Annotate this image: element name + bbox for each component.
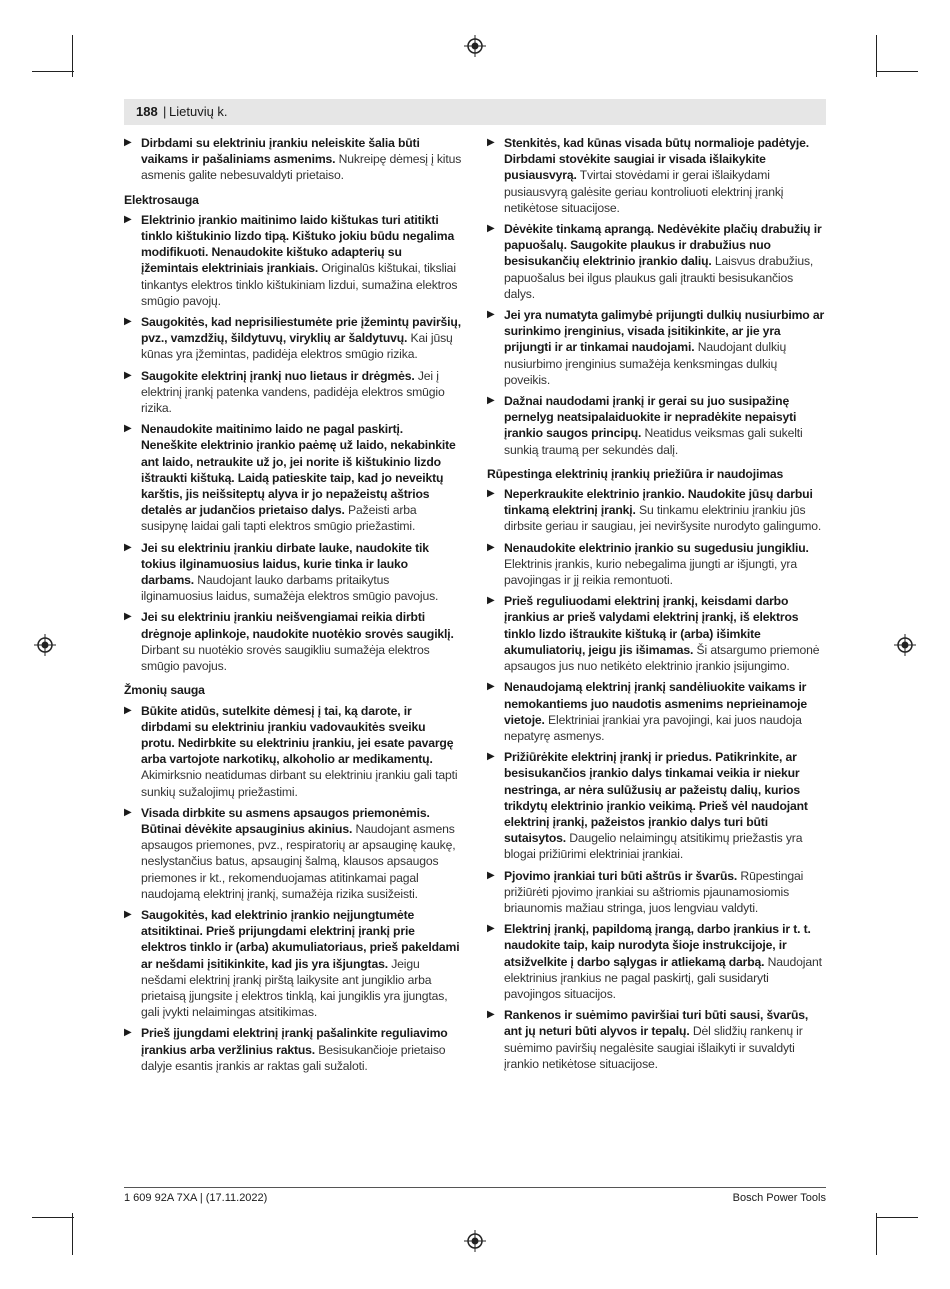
registration-mark-icon xyxy=(894,634,916,656)
instruction-bold: Neperkraukite elektrinio įrankio. Naudokite jūsų darbui tinkamą elektrinį įrankį. xyxy=(504,487,813,518)
instruction-explanation: Akimirksnio neatidumas dirbant su elektriniu įrankiu gali tapti sunkių sužalojimų priežastimi. xyxy=(141,768,458,799)
safety-item xyxy=(124,703,462,800)
instruction-explanation: Jei į elektrinį įrankį patenka vandens, padidėja elektros smūgio rizika. xyxy=(141,368,445,416)
safety-item xyxy=(487,679,826,744)
bullet-arrow-icon: ▶ xyxy=(487,488,495,500)
instruction-explanation: Jeigu nešdami elektrinį įrankį pirštą laikysite ant jungiklio arba prietaisą įjungsite į elektros tinklą, kai jungiklis yra įjungtas, gali įvykti nelaimingas atsitikimas. xyxy=(141,956,448,1020)
instruction-bold: Dėvėkite tinkamą aprangą. Nedėvėkite plačių drabužių ir papuošalų. Saugokite plaukus ir drabužius nuo besisukančių elektrinio įrankio dalių. xyxy=(504,222,822,269)
safety-item xyxy=(487,135,826,216)
left-column xyxy=(124,135,462,1079)
instruction-bold: Būkite atidūs, sutelkite dėmesį į tai, ką darote, ir dirbdami su elektriniu įrankiu vadovaukitės sveiku protu. Nedirbkite su elektriniu įrankiu, jei esate pavargę arba vartojote narkotikų, alkoholio ar medikamentų. xyxy=(141,703,454,767)
instruction-bold: Saugokitės, kad neprisiliestumėte prie įžemintų paviršių, pvz., vamzdžių, šildytuvų, viryklių ar šaldytuvų. xyxy=(141,315,461,346)
bullet-arrow-icon: ▶ xyxy=(487,541,495,553)
safety-item xyxy=(487,749,826,862)
safety-item xyxy=(124,1025,462,1074)
instruction-explanation: Elektrinis įrankis, kurio nebegalima įjungti ar išjungti, yra pavojingas ir jį reikia remontuoti. xyxy=(504,556,797,588)
instruction-explanation: Su tinkamu elektriniu įrankiu jūs dirbsite geriau ir saugiau, jei neviršysite nurodyto galingumo. xyxy=(504,503,822,534)
instruction-bold: Stenkitės, kad kūnas visada būtų normalioje padėtyje. Dirbdami stovėkite saugiai ir visada išlaikykite pusiausvyrą. xyxy=(504,136,809,183)
instruction-explanation: Rūpestingai prižiūrėti pjovimo įrankiai su aštriomis pjaunamosiomis briaunomis mažiau stringa, juos lengviau valdyti. xyxy=(504,868,804,915)
bullet-arrow-icon: ▶ xyxy=(124,137,132,148)
instruction-bold: Prižiūrėkite elektrinį įrankį ir priedus. Patikrinkite, ar besisukančios įrankio dalys tinkamai veikia ir niekur nestringa, ar nėra sulūžusių ar pažeistų dalių, kurios trikdytų elektrinio įrankio veikimą. Prieš vėl naudojant elektrinį įrankį, pažeistos įrankio dalys turi būti sutaisytos. xyxy=(504,750,808,846)
section-heading: Elektrosauga xyxy=(124,192,199,207)
brand-footer: Bosch Power Tools xyxy=(732,1192,826,1204)
document-code: 1 609 92A 7XA | (17.11.2022) xyxy=(124,1192,268,1204)
bullet-arrow-icon: ▶ xyxy=(124,806,132,818)
bullet-arrow-icon: ▶ xyxy=(487,751,495,763)
instruction-bold: Pjovimo įrankiai turi būti aštrūs ir švarūs. xyxy=(504,868,738,883)
instruction-explanation: Dirbant su nuotėkio srovės saugikliu sumažėja elektros smūgio pavojus. xyxy=(141,642,430,674)
instruction-explanation: Kai jūsų kūnas yra įžemintas, padidėja elektros smūgio rizika. xyxy=(141,331,453,362)
safety-item xyxy=(124,421,462,534)
crop-mark xyxy=(32,71,74,72)
bullet-arrow-icon: ▶ xyxy=(124,1027,132,1039)
instruction-explanation: Elektriniai įrankiai yra pavojingi, kai juos naudoja nepatyrę asmenys. xyxy=(504,712,802,743)
safety-item xyxy=(124,907,462,1020)
instruction-explanation: Dėl slidžių rankenų ir suėmimo paviršių negalėsite saugiai išlaikyti ir suvaldyti įrankio netikėtose situacijose. xyxy=(504,1024,803,1071)
crop-mark xyxy=(876,1217,918,1218)
bullet-arrow-icon: ▶ xyxy=(124,908,132,920)
instruction-bold: Jei su elektriniu įrankiu dirbate lauke, naudokite tik tokius ilginamuosius laidus, kurie tinka ir lauko darbams. xyxy=(141,540,429,588)
registration-mark-icon xyxy=(464,35,486,57)
registration-mark-icon xyxy=(464,1230,486,1252)
instruction-bold: Jei yra numatyta galimybė prijungti dulkių nusiurbimo ar surinkimo įrenginius, visada įsitikinkite, ar jie yra prijungti ir ar tinkamai naudojami. xyxy=(504,308,825,355)
instruction-explanation: Pažeisti arba susipynę laidai gali tapti elektros smūgio priežastimi. xyxy=(141,503,417,534)
header-separator: | xyxy=(163,104,167,119)
safety-item xyxy=(124,212,462,309)
safety-item xyxy=(487,593,826,674)
bullet-arrow-icon: ▶ xyxy=(124,611,132,623)
bullet-arrow-icon: ▶ xyxy=(487,223,495,235)
language-label: Lietuvių k. xyxy=(169,104,228,119)
instruction-explanation: Nukreipę dėmesį į kitus asmenis galite nebesuvaldyti prietaiso. xyxy=(141,152,462,183)
bullet-arrow-icon: ▶ xyxy=(124,316,132,328)
instruction-bold: Nenaudojamą elektrinį įrankį sandėliuokite vaikams ir nemokantiems juo naudotis asmenims neprieinamoje vietoje. xyxy=(504,680,807,727)
safety-item xyxy=(487,921,826,1002)
instruction-explanation: Tvirtai stovėdami ir gerai išlaikydami pusiausvyrą galėsite geriau kontroliuoti elektrinį įrankį netikėtose situacijose. xyxy=(504,168,784,215)
safety-item xyxy=(124,805,462,902)
instruction-explanation: Naudojant dulkių nusiurbimo įrenginius sumažėja kenksmingas dulkių poveikis. xyxy=(504,340,787,387)
instruction-bold: Rankenos ir suėmimo paviršiai turi būti sausi, švarūs, ant jų neturi būti alyvos ir tepalų. xyxy=(504,1008,809,1039)
page-header xyxy=(124,99,826,125)
instruction-bold: Prieš reguliuodami elektrinį įrankį, keisdami darbo įrankius ar prieš valydami elektrinį įrankį, iš elektros tinklo lizdo ištraukite kištuką ir (arba) išimkite akumuliatorių, jeigu jis išimamas. xyxy=(504,594,799,657)
instruction-bold: Dirbdami su elektriniu įrankiu neleiskite šalia būti vaikams ir pašaliniams asmenims. xyxy=(141,136,420,167)
bullet-arrow-icon: ▶ xyxy=(487,1009,495,1021)
safety-item xyxy=(487,307,826,388)
safety-item xyxy=(487,540,826,589)
footer-divider xyxy=(124,1187,826,1188)
safety-item xyxy=(487,393,826,458)
instruction-bold: Prieš įjungdami elektrinį įrankį pašalinkite reguliavimo įrankius arba veržlinius raktus. xyxy=(141,1026,448,1057)
instruction-explanation: Naudojant elektrinius įrankius ne pagal paskirtį, gali susidaryti pavojingos situacijos. xyxy=(504,954,822,1001)
instruction-bold: Dažnai naudodami įrankį ir gerai su juo susipažinę pernelyg neatsipalaiduokite ir nepradėkite nepaisyti įrankio saugos principų. xyxy=(504,394,797,441)
instruction-explanation: Ši atsargumo priemonė apsaugos jus nuo netikėto elektrinio įrankio įsijungimo. xyxy=(504,642,820,674)
bullet-arrow-icon: ▶ xyxy=(487,309,495,321)
instruction-bold: Saugokite elektrinį įrankį nuo lietaus ir drėgmės. xyxy=(141,368,415,383)
safety-item xyxy=(487,1007,826,1072)
section-heading: Žmonių sauga xyxy=(124,683,205,698)
instruction-bold: Saugokitės, kad elektrinio įrankio neįjungtumėte atsitiktinai. Prieš prijungdami elektrinį įrankį prie elektros tinklo ir (arba) akumuliatoriaus, prieš pakeldami ar nešdami įsitikinkite, kad jis yra išjungtas. xyxy=(141,907,460,971)
safety-item xyxy=(487,868,826,917)
instruction-bold: Visada dirbkite su asmens apsaugos priemonėmis. Būtinai dėvėkite apsauginius akinius. xyxy=(141,805,430,836)
bullet-arrow-icon: ▶ xyxy=(124,213,132,225)
safety-item xyxy=(124,540,462,605)
bullet-arrow-icon: ▶ xyxy=(487,681,495,693)
crop-mark xyxy=(876,1213,877,1255)
instruction-bold: Elektrinio įrankio maitinimo laido kištukas turi atitikti tinklo kištukinio lizdo tipą. Kištuko jokiu būdu negalima modifikuoti. Nenaudokite kištuko adapterių su įžemintais elektriniais įrankiais. xyxy=(141,212,455,276)
crop-mark xyxy=(876,71,918,72)
right-column xyxy=(487,135,826,1077)
bullet-arrow-icon: ▶ xyxy=(124,704,132,716)
instruction-explanation: Naudojant lauko darbams pritaikytus ilginamuosius laidus, sumažėja elektros smūgio pavojus. xyxy=(141,573,439,604)
instruction-explanation: Daugelio nelaimingų atsitikimų priežastis yra blogai prižiūrimi elektriniai įrankiai. xyxy=(504,831,803,862)
registration-mark-icon xyxy=(34,634,56,656)
bullet-arrow-icon: ▶ xyxy=(487,595,495,607)
bullet-arrow-icon: ▶ xyxy=(124,423,132,435)
bullet-arrow-icon: ▶ xyxy=(487,923,495,935)
instruction-bold: Elektrinį įrankį, papildomą įrangą, darbo įrankius ir t. t. naudokite taip, kaip nurodyta šioje instrukcijoje, ir atsižvelkite į darbo sąlygas ir atliekamą darbą. xyxy=(504,922,811,969)
safety-item xyxy=(124,368,462,417)
instruction-bold: Nenaudokite elektrinio įrankio su sugedusiu jungikliu. xyxy=(504,540,809,555)
safety-item xyxy=(487,221,826,302)
instruction-explanation: Originalūs kištukai, tiksliai tinkantys elektros tinklo kištukiniam lizdui, sumažina elektros smūgio pavojų. xyxy=(141,261,458,308)
crop-mark xyxy=(32,1217,74,1218)
instruction-bold: Nenaudokite maitinimo laido ne pagal paskirtį. Neneškite elektrinio įrankio paėmę už laido, nekabinkite ant laido, netraukite už jo, jei norite iš kištukinio lizdo ištraukti kištuką. Laidą patieskite taip, kad jo neveiktų karštis, jis neišsiteptų alyva ir jo nepažeistų aštrios detalės ar judančios prietaiso dalys. xyxy=(141,422,456,518)
instruction-explanation: Besisukančioje prietaiso dalyje esantis įrankis ar raktas gali sužaloti. xyxy=(141,1042,446,1073)
bullet-arrow-icon: ▶ xyxy=(487,137,495,148)
safety-item xyxy=(124,135,462,184)
instruction-bold: Jei su elektriniu įrankiu neišvengiamai reikia dirbti drėgnoje aplinkoje, naudokite nuotėkio srovės saugiklį. xyxy=(141,610,454,641)
instruction-explanation: Neatidus veiksmas gali sukelti sunkią traumą per sekundės dalį. xyxy=(504,426,803,457)
instruction-explanation: Laisvus drabužius, papuošalus bei ilgus plaukus gali įtraukti besisukančios dalys. xyxy=(504,254,814,301)
bullet-arrow-icon: ▶ xyxy=(487,869,495,881)
instruction-explanation: Naudojant asmens apsaugos priemones, pvz., respiratorių ar apsauginę kaukę, neslystančius batus, apsauginį šalmą, klausos apsaugos priemones ir kt., rekomenduojamas atitinkamai pagal naudojamą elektrinį įrankį, sumažėja rizika susižeisti. xyxy=(141,821,456,901)
section-heading: Rūpestinga elektrinių įrankių priežiūra ir naudojimas xyxy=(487,466,784,481)
bullet-arrow-icon: ▶ xyxy=(124,369,132,381)
bullet-arrow-icon: ▶ xyxy=(124,541,132,553)
safety-item xyxy=(487,486,826,535)
safety-item xyxy=(124,609,462,674)
safety-item xyxy=(124,314,462,363)
page-number: 188 xyxy=(136,104,158,119)
crop-mark xyxy=(72,1213,73,1255)
bullet-arrow-icon: ▶ xyxy=(487,395,495,407)
